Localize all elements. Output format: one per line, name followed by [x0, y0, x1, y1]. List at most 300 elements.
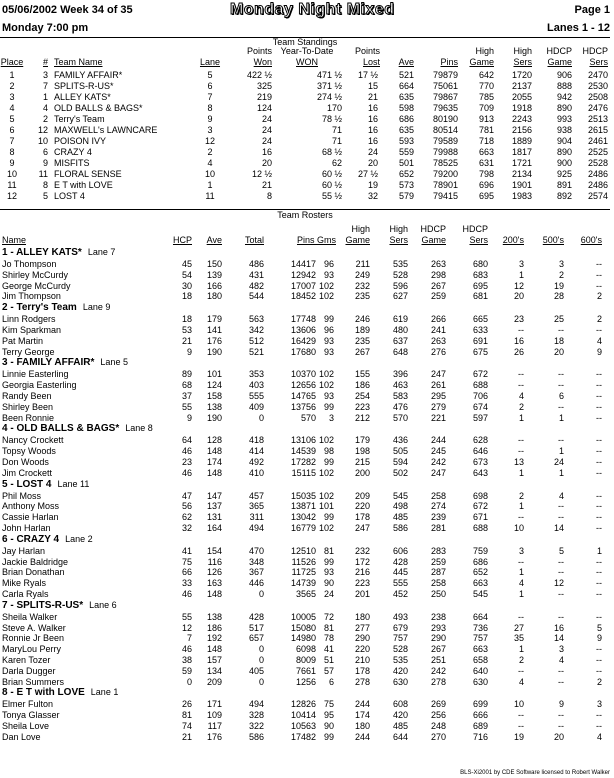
standings-points-won: 8 — [266, 191, 272, 201]
roster-pins: 10005 — [290, 611, 316, 622]
roster-hcp: 89 — [181, 369, 192, 380]
roster-hdcp-series: 628 — [472, 435, 488, 446]
roster-player-row — [0, 259, 610, 270]
standings-high-series: 2137 — [511, 81, 532, 91]
roster-player-row — [0, 369, 610, 380]
roster-pins: 3565 — [295, 589, 316, 599]
roster-count-600s: -- — [596, 435, 602, 446]
roster-hdcp-game: 283 — [430, 545, 446, 556]
roster-count-500s: -- — [558, 435, 564, 446]
roster-player-name: Nancy Crockett — [2, 435, 64, 446]
roster-high-series: 480 — [392, 325, 408, 335]
roster-high-game: 232 — [354, 280, 370, 291]
roster-total: 348 — [248, 556, 264, 567]
roster-count-200s: 27 — [513, 622, 524, 633]
standings-hdcp-series: 2476 — [587, 103, 608, 113]
roster-hdcp-game: 263 — [430, 335, 446, 346]
roster-high-game: 220 — [354, 501, 370, 512]
standings-hdcp-series: 2525 — [587, 147, 608, 157]
roster-games: 81 — [323, 545, 334, 556]
roster-pins: 13042 — [290, 512, 316, 523]
roster-hdcp-series: 759 — [472, 545, 488, 556]
roster-hdcp-game: 267 — [430, 644, 446, 655]
roster-player-name: Brian Summers — [2, 676, 65, 687]
standings-hdcp-game: 993 — [556, 114, 572, 124]
roster-hdcp-game: 258 — [430, 578, 446, 589]
roster-average: 154 — [206, 545, 222, 556]
standings-pins: 78901 — [432, 180, 458, 190]
roster-player-name: Dan Love — [2, 731, 41, 742]
roster-team-header — [2, 534, 93, 546]
roster-total: 0 — [258, 589, 264, 599]
standings-number: 5 — [42, 191, 48, 201]
standings-high-game: 781 — [478, 125, 494, 135]
standings-high-game: 642 — [478, 70, 494, 80]
roster-high-game: 180 — [354, 611, 370, 622]
standings-team-name: CRAZY 4 — [54, 147, 92, 157]
rosters-col-average: Ave — [206, 235, 222, 245]
roster-count-500s: -- — [558, 710, 564, 721]
roster-count-500s: -- — [558, 401, 564, 412]
roster-count-200s: 2 — [518, 655, 524, 665]
roster-games: 99 — [323, 457, 334, 467]
roster-total: 403 — [248, 380, 264, 391]
roster-count-500s: 24 — [553, 457, 564, 467]
roster-total: 431 — [248, 269, 264, 280]
roster-team-header — [2, 423, 153, 435]
roster-hdcp-game: 259 — [430, 556, 446, 567]
roster-player-name: MaryLou Perry — [2, 644, 62, 655]
roster-count-600s: -- — [596, 644, 602, 655]
standings-place: 10 — [6, 169, 17, 179]
rosters-col-name: Name — [2, 235, 27, 245]
roster-total: 0 — [258, 676, 264, 687]
roster-total: 494 — [248, 699, 264, 710]
standings-points-won: 24 — [261, 114, 272, 124]
roster-high-game: 215 — [354, 457, 370, 467]
roster-hdcp-game: 293 — [430, 622, 446, 633]
roster-count-600s: -- — [596, 665, 602, 676]
roster-high-series: 594 — [392, 457, 408, 467]
roster-total: 521 — [248, 346, 264, 357]
standings-col-points-won-top: Points — [246, 46, 272, 56]
standings-team-name: E T with LOVE — [54, 180, 113, 190]
roster-team-name: 1 - ALLEY KATS* — [2, 247, 82, 258]
roster-hdcp-series: 674 — [472, 401, 488, 412]
roster-hdcp-series: 643 — [472, 467, 488, 478]
standings-hdcp-series: 2574 — [587, 191, 608, 201]
roster-high-game: 201 — [354, 589, 370, 599]
roster-player-row — [0, 270, 610, 281]
standings-col-place: Place — [0, 57, 24, 67]
roster-average: 138 — [206, 401, 222, 412]
roster-player-row — [0, 644, 610, 655]
roster-hcp: 30 — [181, 280, 192, 291]
standings-average: 573 — [398, 180, 414, 190]
roster-hcp: 66 — [181, 567, 192, 578]
roster-count-500s: 5 — [558, 545, 564, 556]
roster-average: 174 — [206, 457, 222, 467]
standings-hdcp-series: 2513 — [587, 114, 608, 124]
standings-col-high-game-top: High — [475, 46, 494, 56]
roster-total: 470 — [248, 545, 264, 556]
standings-hdcp-game: 906 — [556, 70, 572, 80]
roster-player-name: Georgia Easterling — [2, 380, 77, 391]
roster-player-name: Randy Been — [2, 391, 52, 401]
roster-high-series: 476 — [392, 401, 408, 412]
standings-hdcp-series: 2530 — [587, 81, 608, 91]
roster-count-500s: -- — [558, 512, 564, 523]
roster-player-name: Pat Martin — [2, 335, 44, 346]
roster-hdcp-series: 675 — [472, 346, 488, 357]
roster-pins: 14539 — [290, 446, 316, 457]
standings-col-high-game: Game — [469, 57, 494, 67]
roster-player-name: Darla Dugger — [2, 665, 56, 676]
roster-hdcp-game: 281 — [430, 523, 446, 533]
roster-player-name: Tonya Glasser — [2, 710, 60, 721]
standings-high-series: 1889 — [511, 136, 532, 146]
standings-average: 664 — [398, 81, 414, 91]
standings-lane: 8 — [207, 103, 213, 113]
roster-hcp: 46 — [181, 644, 192, 655]
standings-number: 3 — [42, 70, 48, 80]
roster-high-game: 223 — [354, 401, 370, 412]
roster-count-500s: 1 — [558, 467, 564, 478]
standings-high-series: 1720 — [511, 70, 532, 80]
roster-count-200s: 1 — [518, 567, 524, 578]
roster-hcp: 21 — [181, 335, 192, 346]
standings-ytd-won: 274 ½ — [316, 92, 342, 102]
roster-pins: 15035 — [290, 490, 316, 501]
standings-place: 12 — [6, 191, 17, 201]
roster-hdcp-series: 683 — [472, 269, 488, 280]
roster-average: 192 — [206, 633, 222, 644]
roster-average: 126 — [206, 567, 222, 578]
standings-hdcp-game: 890 — [556, 103, 572, 113]
standings-lane: 5 — [207, 70, 213, 80]
roster-total: 544 — [248, 291, 264, 302]
standings-points-lost: 16 — [367, 125, 378, 135]
rosters-col-500s: 500's — [542, 235, 564, 245]
roster-team-lane: Lane 7 — [87, 247, 116, 257]
standings-hdcp-series: 2508 — [587, 92, 608, 102]
roster-team-name: 4 - OLD BALLS & BAGS* — [2, 423, 120, 435]
roster-hdcp-series: 699 — [472, 699, 488, 710]
standings-col-points-won: Won — [253, 57, 272, 67]
standings-points-won: 219 — [256, 92, 272, 102]
standings-high-game: 631 — [478, 158, 494, 168]
roster-high-game: 244 — [354, 699, 370, 710]
standings-points-won: 325 — [256, 81, 272, 91]
roster-count-600s: 2 — [596, 676, 602, 687]
roster-count-500s: -- — [558, 589, 564, 599]
roster-team-header — [2, 479, 89, 491]
roster-hcp: 55 — [181, 611, 192, 622]
roster-hcp: 38 — [181, 655, 192, 665]
roster-count-200s: 26 — [513, 346, 524, 357]
roster-count-200s: 2 — [518, 490, 524, 501]
roster-player-row — [0, 501, 610, 512]
roster-high-series: 606 — [392, 545, 408, 556]
league-title: Monday Night Mixed — [230, 1, 395, 18]
roster-hcp: 18 — [181, 291, 192, 302]
standings-pins: 80514 — [432, 125, 458, 135]
roster-count-200s: 13 — [513, 457, 524, 467]
standings-team-name: SPLITS-R-US* — [54, 81, 114, 91]
report-header — [2, 3, 610, 19]
standings-points-lost: 16 — [367, 103, 378, 113]
roster-team-header — [2, 357, 128, 369]
standings-place: 1 — [9, 70, 15, 80]
roster-average: 176 — [206, 731, 222, 742]
roster-hcp: 9 — [186, 346, 192, 357]
standings-points-won: 422 ½ — [246, 70, 272, 80]
roster-hdcp-game: 247 — [430, 467, 446, 478]
roster-high-series: 502 — [392, 467, 408, 478]
standings-hdcp-game: 890 — [556, 147, 572, 157]
roster-high-game: 210 — [354, 655, 370, 665]
roster-count-600s: -- — [596, 501, 602, 512]
roster-high-series: 396 — [392, 369, 408, 380]
roster-high-game: 235 — [354, 291, 370, 302]
roster-hdcp-series: 689 — [472, 721, 488, 731]
roster-player-name: Jim Crockett — [2, 467, 53, 478]
standings-place: 6 — [9, 125, 15, 135]
roster-count-600s: 5 — [596, 622, 602, 633]
standings-average: 635 — [398, 125, 414, 135]
roster-count-600s: -- — [596, 567, 602, 578]
roster-count-500s: 3 — [558, 644, 564, 655]
roster-hdcp-game: 245 — [430, 446, 446, 457]
roster-total: 418 — [248, 435, 264, 446]
roster-pins: 10563 — [290, 721, 316, 731]
roster-player-name: Karen Tozer — [2, 655, 51, 665]
roster-games: 102 — [318, 291, 334, 302]
roster-games: 102 — [318, 523, 334, 533]
standings-high-series: 2156 — [511, 125, 532, 135]
roster-hdcp-series: 672 — [472, 501, 488, 512]
roster-hcp: 23 — [181, 457, 192, 467]
page-number: Page 1 — [574, 4, 610, 16]
standings-average: 686 — [398, 114, 414, 124]
roster-count-200s: 20 — [513, 291, 524, 302]
standings-points-lost: 20 — [367, 158, 378, 168]
roster-count-600s: 4 — [596, 335, 602, 346]
roster-games: 99 — [323, 401, 334, 412]
roster-games: 102 — [318, 380, 334, 391]
roster-hdcp-game: 242 — [430, 665, 446, 676]
roster-average: 147 — [206, 490, 222, 501]
roster-average: 134 — [206, 665, 222, 676]
roster-total: 311 — [249, 512, 264, 523]
standings-number: 4 — [42, 103, 48, 113]
standings-pins: 79200 — [432, 169, 458, 179]
roster-high-series: 505 — [392, 446, 408, 457]
roster-pins: 1256 — [295, 676, 316, 687]
roster-count-200s: 1 — [518, 501, 524, 512]
roster-count-500s: 20 — [553, 731, 564, 742]
roster-player-name: Brian Donathan — [2, 567, 65, 578]
roster-games: 81 — [323, 622, 334, 633]
roster-high-game: 277 — [354, 622, 370, 633]
roster-hdcp-game: 256 — [430, 710, 446, 721]
roster-hdcp-series: 652 — [472, 567, 488, 578]
standings-place: 4 — [9, 103, 15, 113]
roster-pins: 570 — [300, 412, 316, 423]
standings-points-won: 20 — [261, 158, 272, 168]
rosters-col-high-game: Game — [345, 235, 370, 245]
roster-hcp: 18 — [181, 314, 192, 325]
roster-pins: 6098 — [295, 644, 316, 655]
roster-player-row — [0, 468, 610, 479]
roster-player-name: Shirley McCurdy — [2, 269, 69, 280]
roster-high-series: 535 — [392, 655, 408, 665]
standings-high-game: 798 — [478, 169, 494, 179]
standings-ytd-won: 71 — [331, 125, 342, 135]
roster-average: 148 — [206, 467, 222, 478]
roster-player-row — [0, 336, 610, 347]
standings-lane: 10 — [204, 169, 215, 179]
roster-pins: 17282 — [290, 457, 316, 467]
standings-points-won: 16 — [261, 147, 272, 157]
roster-count-200s: -- — [518, 710, 524, 721]
roster-games: 93 — [323, 567, 334, 578]
roster-hdcp-series: 658 — [472, 655, 488, 665]
roster-team-lane: Lane 6 — [89, 599, 117, 610]
standings-col-average: Ave — [398, 57, 414, 67]
roster-count-200s: -- — [518, 512, 524, 523]
standings-number: 6 — [42, 147, 48, 157]
roster-high-series: 608 — [392, 699, 408, 710]
standings-hdcp-game: 900 — [556, 158, 572, 168]
roster-hcp: 46 — [181, 467, 192, 478]
rosters-col-high-series-top: High — [389, 224, 408, 234]
standings-team-name: LOST 4 — [54, 191, 85, 201]
standings-number: 11 — [38, 169, 48, 179]
roster-player-row — [0, 512, 610, 523]
roster-player-row — [0, 721, 610, 732]
roster-total: 657 — [248, 633, 264, 644]
roster-high-game: 179 — [354, 435, 370, 446]
roster-hcp: 7 — [186, 633, 192, 644]
rosters-col-200s: 200's — [502, 235, 524, 245]
roster-count-600s: 9 — [596, 633, 602, 644]
standings-high-game: 695 — [478, 191, 494, 201]
roster-average: 179 — [206, 314, 222, 325]
lanes-range: Lanes 1 - 12 — [547, 22, 610, 34]
standings-pins: 79867 — [432, 92, 458, 102]
report-date-week: 05/06/2002 Week 34 of 35 — [2, 4, 133, 16]
roster-count-600s: -- — [596, 578, 602, 589]
standings-high-game: 709 — [478, 103, 494, 113]
roster-player-name: Topsy Woods — [2, 446, 56, 457]
standings-number: 8 — [42, 180, 48, 190]
roster-hdcp-game: 274 — [430, 501, 446, 512]
roster-games: 41 — [323, 644, 334, 655]
standings-place: 7 — [9, 136, 15, 146]
roster-count-200s: 10 — [513, 523, 524, 533]
standings-high-series: 2243 — [511, 114, 532, 124]
roster-player-name: Phil Moss — [2, 490, 42, 501]
standings-average: 593 — [398, 136, 414, 146]
roster-count-500s: -- — [558, 501, 564, 512]
roster-player-row — [0, 666, 610, 677]
roster-count-500s: 18 — [553, 335, 564, 346]
standings-col-high-series: Sers — [513, 57, 532, 67]
roster-player-row — [0, 699, 610, 710]
roster-total: 586 — [248, 731, 264, 742]
roster-count-500s: -- — [558, 380, 564, 391]
standings-pins: 75061 — [432, 81, 458, 91]
roster-player-name: Anthony Moss — [2, 501, 60, 512]
roster-games: 96 — [323, 325, 334, 335]
roster-total: 322 — [248, 721, 264, 731]
roster-count-600s: -- — [596, 523, 602, 533]
roster-hcp: 33 — [181, 578, 192, 589]
roster-average: 116 — [207, 556, 222, 567]
roster-player-name: Ronnie Jr Been — [2, 633, 65, 644]
roster-hdcp-series: 671 — [472, 512, 488, 523]
roster-pins: 13871 — [290, 501, 316, 512]
roster-pins: 15115 — [291, 467, 316, 478]
roster-games: 102 — [318, 369, 334, 380]
roster-count-200s: 2 — [518, 401, 524, 412]
standings-high-series: 1918 — [511, 103, 532, 113]
roster-pins: 12656 — [290, 380, 316, 391]
standings-pins: 79589 — [432, 136, 458, 146]
roster-average: 186 — [206, 622, 222, 633]
roster-average: 209 — [206, 676, 222, 687]
standings-points-lost: 15 — [367, 81, 378, 91]
roster-player-row — [0, 633, 610, 644]
standings-number: 2 — [42, 114, 48, 124]
roster-high-game: 249 — [354, 269, 370, 280]
rosters-header-row — [0, 224, 610, 246]
roster-high-game: 246 — [354, 314, 370, 325]
roster-high-game: 235 — [354, 335, 370, 346]
roster-games: 95 — [323, 710, 334, 721]
roster-total: 482 — [248, 280, 264, 291]
roster-hcp: 9 — [186, 412, 192, 423]
roster-count-600s: 3 — [596, 699, 602, 710]
roster-high-game: 174 — [354, 710, 370, 721]
standings-pins: 78525 — [432, 158, 458, 168]
roster-player-row — [0, 732, 610, 743]
roster-total: 492 — [248, 457, 264, 467]
roster-player-name: Been Ronnie — [2, 412, 55, 423]
roster-hdcp-series: 716 — [472, 731, 488, 742]
roster-count-500s: 9 — [558, 699, 564, 710]
roster-player-name: Steve A. Walker — [2, 622, 66, 633]
roster-total: 353 — [248, 369, 264, 380]
standings-ytd-won: 68 ½ — [321, 147, 342, 157]
standings-average: 652 — [398, 169, 414, 179]
roster-hcp: 46 — [181, 589, 192, 599]
roster-team-lane: Lane 8 — [125, 423, 153, 434]
standings-col-points-lost: Lost — [362, 57, 380, 67]
roster-hdcp-game: 279 — [430, 401, 446, 412]
roster-high-series: 619 — [392, 314, 408, 325]
roster-total: 328 — [248, 710, 264, 721]
roster-count-600s: -- — [596, 412, 602, 423]
roster-player-name: Jackie Baldridge — [2, 556, 69, 567]
rosters-col-hdcp-series-top: HDCP — [462, 224, 488, 234]
roster-hdcp-series: 633 — [472, 325, 488, 335]
roster-high-series: 528 — [392, 269, 408, 280]
roster-hdcp-series: 630 — [472, 676, 488, 687]
roster-count-200s: 10 — [513, 699, 524, 710]
roster-average: 101 — [206, 369, 222, 380]
